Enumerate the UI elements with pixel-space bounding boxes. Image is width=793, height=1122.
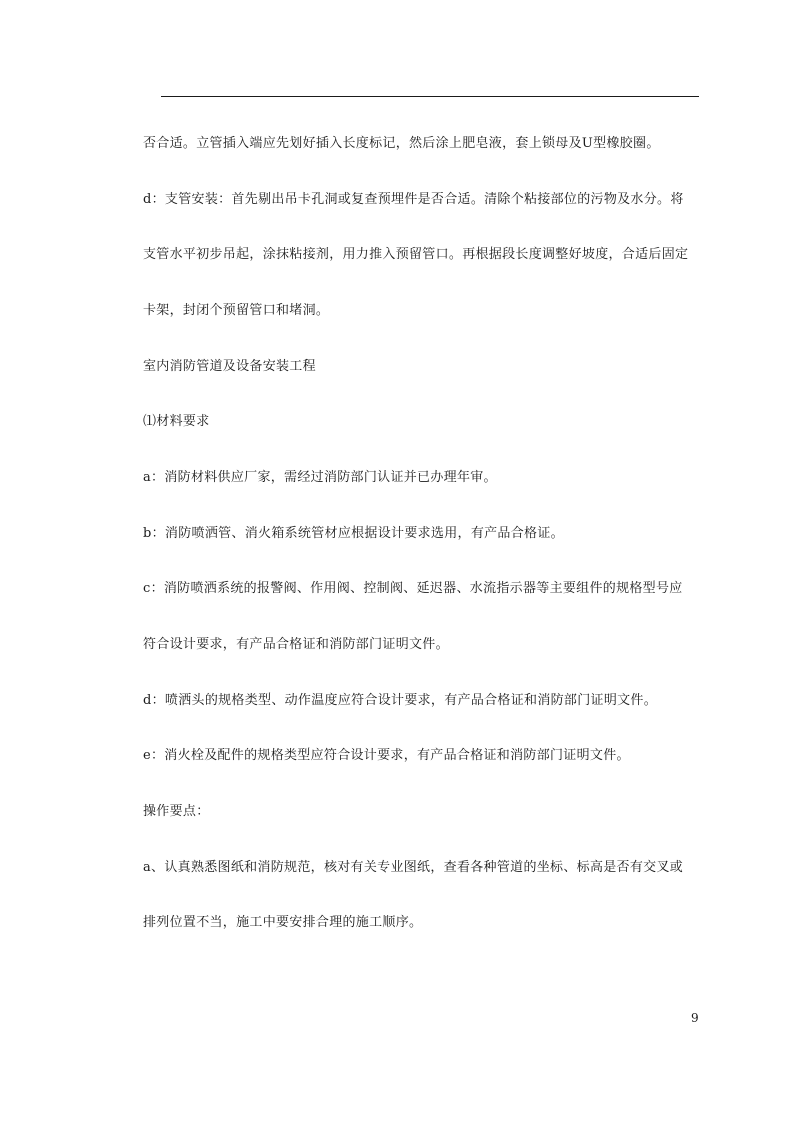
text-line-8: b：消防喷洒管、消火箱系统管材应根据设计要求选用，有产品合格证。 [143,526,564,541]
text-line-11: d：喷洒头的规格类型、动作温度应符合设计要求，有产品合格证和消防部门证明文件。 [143,693,658,708]
header-rule [161,96,699,97]
text-line-3: 支管水平初步吊起，涂抹粘接剂，用力推入预留管口。再根据段长度调整好坡度，合适后固定 [143,247,689,262]
text-line-15: 排列位置不当，施工中要安排合理的施工顺序。 [143,915,423,930]
text-line-1: 否合适。立管插入端应先划好插入长度标记，然后涂上肥皂液，套上锁母及U型橡胶圈。 [143,136,660,151]
operation-points-heading: 操作要点： [143,804,210,819]
page-number: 9 [691,1011,699,1025]
text-line-14: a、认真熟悉图纸和消防规范，核对有关专业图纸，查看各种管道的坐标、标高是否有交叉或 [143,860,684,875]
section-heading: 室内消防管道及设备安装工程 [143,359,316,374]
subsection-heading: ⑴材料要求 [143,414,210,429]
text-line-7: a：消防材料供应厂家，需经过消防部门认证并已办理年审。 [143,470,497,485]
text-line-2: d：支管安装：首先剔出吊卡孔洞或复查预埋件是否合适。清除个粘接部位的污物及水分。将 [143,192,684,207]
text-line-9: c：消防喷洒系统的报警阀、作用阀、控制阀、延迟器、水流指示器等主要组件的规格型号应 [143,581,683,596]
text-line-12: e：消火栓及配件的规格类型应符合设计要求，有产品合格证和消防部门证明文件。 [143,748,630,763]
text-line-10: 符合设计要求，有产品合格证和消防部门证明文件。 [143,637,449,652]
text-line-4: 卡架，封闭个预留管口和堵洞。 [143,303,330,318]
